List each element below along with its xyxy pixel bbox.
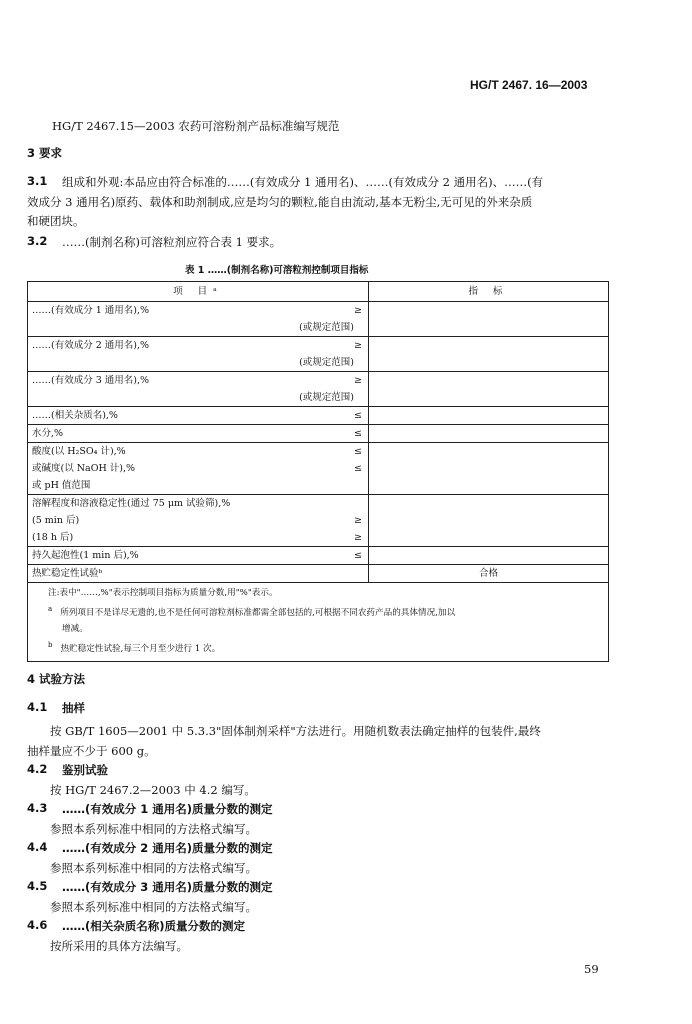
footnote-a-line-2: 增减。 xyxy=(62,623,88,634)
clause-4-1-line-2: 抽样量应不少于 600 g。 xyxy=(27,744,156,758)
clause-4-2-number: 4.2 xyxy=(27,762,48,776)
index-cell xyxy=(369,337,609,372)
table-row xyxy=(28,425,609,443)
comparison-symbol: ≤ xyxy=(354,550,362,561)
clause-4-4-text: 参照本系列标准中相同的方法格式编写。 xyxy=(50,861,257,875)
reference-standard-line: HG/T 2467.15—2003 农药可溶粉剂产品标准编写规范 xyxy=(52,119,340,133)
requirements-table xyxy=(27,281,609,662)
table-row xyxy=(28,337,609,372)
clause-4-2-text: 按 HG/T 2467.2—2003 中 4.2 编写。 xyxy=(50,783,256,797)
footnote-a-mark: a xyxy=(48,605,53,613)
comparison-symbol: ≤ xyxy=(354,446,362,457)
col-header-index: 指 标 xyxy=(369,282,609,302)
footnote-b-mark: b xyxy=(48,640,53,649)
item-label: 水分,% xyxy=(32,428,64,439)
clause-3-1-line-1: 组成和外观:本品应由符合标准的……(有效成分 1 通用名)、……(有效成分 2 通用名)、……(有 xyxy=(62,175,544,189)
clause-4-6-number: 4.6 xyxy=(27,918,48,932)
item-sublabel: (或规定范围) xyxy=(299,392,354,403)
clause-4-4-number: 4.4 xyxy=(27,840,48,854)
clause-4-2-title: 鉴别试验 xyxy=(62,763,108,777)
clause-3-1-number: 3.1 xyxy=(27,174,48,188)
clause-4-6-text: 按所采用的具体方法编写。 xyxy=(50,939,188,953)
clause-4-5-text: 参照本系列标准中相同的方法格式编写。 xyxy=(50,900,257,914)
item-label: (5 min 后) xyxy=(32,515,80,526)
table-row xyxy=(28,372,609,407)
section-3-heading: 3 要求 xyxy=(27,146,63,160)
footnote-a-line-1: 所列项目不是详尽无遗的,也不是任何可溶粒剂标准都需全部包括的,可根据不同农药产品的具体情况,加以 xyxy=(60,607,456,618)
item-label: ……(有效成分 3 通用名),% xyxy=(32,375,150,386)
comparison-symbol: ≥ xyxy=(354,340,362,351)
standard-number-header: HG/T 2467. 16—2003 xyxy=(470,78,588,92)
comparison-symbol: ≤ xyxy=(354,463,362,474)
col-header-item: 项 目ᵃ xyxy=(28,282,369,302)
section-4-heading: 4 试验方法 xyxy=(27,672,86,686)
clause-4-6-title: ……(相关杂质名称)质量分数的测定 xyxy=(62,919,246,933)
clause-4-1-number: 4.1 xyxy=(27,700,48,714)
item-label: 或 pH 值范围 xyxy=(32,480,91,491)
item-label: (18 h 后) xyxy=(32,532,74,543)
index-cell xyxy=(369,372,609,407)
page-number: 59 xyxy=(584,962,599,976)
index-cell xyxy=(369,302,609,337)
clause-4-1-line-1: 按 GB/T 1605—2001 中 5.3.3"固体制剂采样"方法进行。用随机数表法确定抽样的包装件,最终 xyxy=(50,724,541,738)
table-row xyxy=(28,443,609,495)
clause-4-4-title: ……(有效成分 2 通用名)质量分数的测定 xyxy=(62,841,273,855)
index-cell xyxy=(369,443,609,495)
index-cell xyxy=(369,547,609,565)
clause-4-5-title: ……(有效成分 3 通用名)质量分数的测定 xyxy=(62,880,273,894)
index-cell xyxy=(369,425,609,443)
table-row xyxy=(28,302,609,337)
comparison-symbol: ≥ xyxy=(354,515,362,526)
item-label: 或碱度(以 NaOH 计),% xyxy=(32,463,136,474)
clause-3-1-line-3: 和硬团块。 xyxy=(27,214,85,228)
clause-4-3-text: 参照本系列标准中相同的方法格式编写。 xyxy=(50,822,257,836)
table-row xyxy=(28,495,609,547)
clause-3-1-line-2: 效成分 3 通用名)原药、载体和助剂制成,应是均匀的颗粒,能自由流动,基本无粉尘,无可见的外来杂质 xyxy=(27,195,533,209)
table-caption: 表 1 ……(制剂名称)可溶粒剂控制项目指标 xyxy=(185,265,369,276)
item-label: ……(有效成分 2 通用名),% xyxy=(32,340,150,351)
item-sublabel: (或规定范围) xyxy=(299,322,354,333)
index-cell: 合格 xyxy=(369,565,609,583)
table-row xyxy=(28,547,609,565)
index-cell xyxy=(369,495,609,547)
item-label: ……(相关杂质名),% xyxy=(32,410,118,421)
table-row xyxy=(28,565,609,583)
comparison-symbol: ≥ xyxy=(354,375,362,386)
footnote-b-text: 热贮稳定性试验,每三个月至少进行 1 次。 xyxy=(60,643,221,654)
item-label: 溶解程度和溶液稳定性(通过 75 μm 试验筛),% xyxy=(32,498,231,509)
comparison-symbol: ≤ xyxy=(354,410,362,421)
index-cell xyxy=(369,407,609,425)
clause-4-3-number: 4.3 xyxy=(27,801,48,815)
clause-4-1-title: 抽样 xyxy=(62,701,85,715)
item-label: 持久起泡性(1 min 后),% xyxy=(32,550,139,561)
clause-3-2-number: 3.2 xyxy=(27,234,48,248)
item-label: 酸度(以 H₂SO₄ 计),% xyxy=(32,446,126,457)
item-label: ……(有效成分 1 通用名),% xyxy=(32,305,150,316)
comparison-symbol: ≤ xyxy=(354,428,362,439)
table-note-main: 注:表中"……,%"表示控制项目指标为质量分数,用"%"表示。 xyxy=(48,588,278,598)
table-notes xyxy=(28,583,609,662)
clause-4-3-title: ……(有效成分 1 通用名)质量分数的测定 xyxy=(62,802,273,816)
table-header-row xyxy=(28,282,609,302)
table-row xyxy=(28,407,609,425)
comparison-symbol: ≥ xyxy=(354,305,362,316)
clause-4-5-number: 4.5 xyxy=(27,879,48,893)
item-label: 热贮稳定性试验ᵇ xyxy=(32,568,103,579)
clause-3-2-text: ……(制剂名称)可溶粒剂应符合表 1 要求。 xyxy=(62,235,282,249)
comparison-symbol: ≥ xyxy=(354,532,362,543)
item-sublabel: (或规定范围) xyxy=(299,357,354,368)
